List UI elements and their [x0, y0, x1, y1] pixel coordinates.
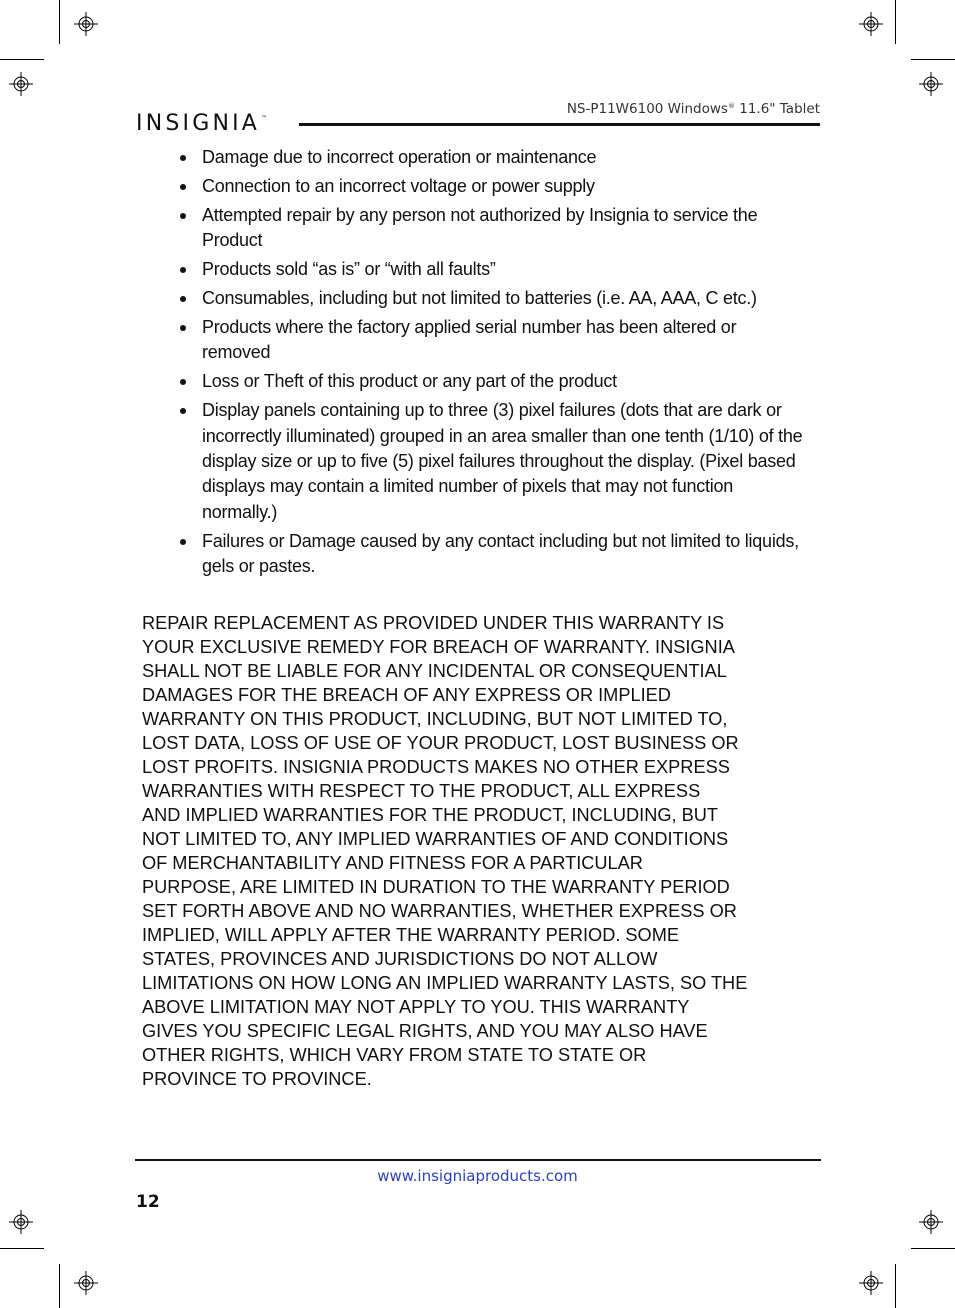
list-item — [178, 145, 803, 170]
registration-mark-icon — [9, 1210, 33, 1234]
registered-mark: ® — [727, 102, 735, 110]
crop-mark — [0, 59, 44, 60]
document-title-prefix: NS-P11W6100 Windows — [566, 101, 728, 117]
paragraph-line: LIMITATIONS ON HOW LONG AN IMPLIED WARRANTY LASTS, SO THE — [142, 973, 748, 993]
list-item-text: Display panels containing up to three (3) pixel failures (dots that are dark or incorrectly illuminated) grouped in an area smaller than one tenth (1/10) of the display size or up to five (5) pixel failures throughout the display. (Pixel based displays may contain a limited number of pixels that may not function normally.) — [202, 400, 803, 522]
crop-mark — [895, 1264, 896, 1308]
paragraph-line: WARRANTY ON THIS PRODUCT, INCLUDING, BUT NOT LIMITED TO, — [142, 709, 728, 729]
list-item-text: Attempted repair by any person not authorized by Insignia to service the Product — [202, 204, 758, 251]
paragraph-line: REPAIR REPLACEMENT AS PROVIDED UNDER THIS WARRANTY IS — [142, 613, 725, 633]
page-number: 12 — [136, 1192, 160, 1212]
bullet-icon — [180, 408, 186, 414]
list-item — [178, 286, 803, 311]
bullet-icon — [180, 213, 186, 219]
paragraph-line: GIVES YOU SPECIFIC LEGAL RIGHTS, AND YOU MAY ALSO HAVE — [142, 1021, 708, 1041]
paragraph-line: OF MERCHANTABILITY AND FITNESS FOR A PARTICULAR — [142, 853, 643, 873]
list-item — [178, 203, 803, 254]
paragraph-line: AND IMPLIED WARRANTIES FOR THE PRODUCT, INCLUDING, BUT — [142, 805, 718, 825]
crop-mark — [59, 0, 60, 44]
bullet-icon — [180, 325, 186, 331]
list-item — [178, 257, 803, 282]
trademark-mark: ™ — [261, 115, 268, 122]
bullet-icon — [180, 267, 186, 273]
list-item-text: Products sold “as is” or “with all faults” — [202, 259, 496, 280]
paragraph-line: NOT LIMITED TO, ANY IMPLIED WARRANTIES OF AND CONDITIONS — [142, 829, 729, 849]
crop-mark — [59, 1264, 60, 1308]
paragraph-line: STATES, PROVINCES AND JURISDICTIONS DO NOT ALLOW — [142, 949, 658, 969]
bullet-icon — [180, 379, 186, 385]
list-item — [178, 369, 803, 394]
registration-mark-icon — [859, 1271, 883, 1295]
registration-mark-icon — [9, 72, 33, 96]
paragraph-line: YOUR EXCLUSIVE REMEDY FOR BREACH OF WARRANTY. INSIGNIA — [142, 637, 735, 657]
bullet-icon — [180, 539, 186, 545]
paragraph-line: ABOVE LIMITATION MAY NOT APPLY TO YOU. THIS WARRANTY — [142, 997, 690, 1017]
list-item — [178, 315, 803, 366]
list-item — [178, 174, 803, 199]
bullet-icon — [180, 184, 186, 190]
warranty-disclaimer-paragraph — [142, 611, 814, 1091]
paragraph-line: LOST DATA, LOSS OF USE OF YOUR PRODUCT, LOST BUSINESS OR — [142, 733, 739, 753]
registration-mark-icon — [919, 1210, 943, 1234]
bullet-icon — [180, 296, 186, 302]
logo-text: INSIGNIA — [136, 111, 261, 136]
crop-mark — [895, 0, 896, 44]
list-item — [178, 398, 803, 525]
footer-rule — [135, 1159, 821, 1161]
list-item-text: Damage due to incorrect operation or maintenance — [202, 147, 597, 167]
paragraph-line: OTHER RIGHTS, WHICH VARY FROM STATE TO STATE OR — [142, 1045, 647, 1065]
list-item — [178, 529, 803, 580]
crop-mark — [0, 1248, 44, 1249]
insignia-logo — [136, 111, 267, 136]
crop-mark — [911, 59, 955, 60]
bullet-icon — [180, 155, 186, 161]
registration-mark-icon — [74, 1271, 98, 1295]
list-item-text: Consumables, including but not limited to batteries (i.e. AA, AAA, C etc.) — [202, 288, 757, 309]
paragraph-line: SET FORTH ABOVE AND NO WARRANTIES, WHETHER EXPRESS OR — [142, 901, 737, 921]
paragraph-line: WARRANTIES WITH RESPECT TO THE PRODUCT, ALL EXPRESS — [142, 781, 701, 801]
registration-mark-icon — [919, 72, 943, 96]
list-item-text: Failures or Damage caused by any contact including but not limited to liquids, gels or pastes. — [202, 530, 799, 577]
registration-mark-icon — [74, 12, 98, 36]
website-link[interactable]: www.insigniaproducts.com — [377, 1167, 578, 1185]
list-item-text: Connection to an incorrect voltage or power supply — [202, 175, 595, 196]
paragraph-line: LOST PROFITS. INSIGNIA PRODUCTS MAKES NO OTHER EXPRESS — [142, 757, 730, 777]
paragraph-line: SHALL NOT BE LIABLE FOR ANY INCIDENTAL OR CONSEQUENTIAL — [142, 661, 727, 681]
registration-mark-icon — [859, 12, 883, 36]
paragraph-line: PROVINCE TO PROVINCE. — [142, 1069, 372, 1089]
list-item-text: Products where the factory applied serial number has been altered or removed — [202, 316, 737, 363]
list-item-text: Loss or Theft of this product or any part of the product — [202, 371, 617, 392]
document-title — [567, 101, 820, 117]
paragraph-line: IMPLIED, WILL APPLY AFTER THE WARRANTY PERIOD. SOME — [142, 925, 679, 945]
header-rule — [299, 123, 820, 126]
paragraph-line: DAMAGES FOR THE BREACH OF ANY EXPRESS OR IMPLIED — [142, 685, 671, 705]
crop-mark — [911, 1248, 955, 1249]
document-title-suffix: 11.6" Tablet — [734, 101, 820, 117]
exclusions-list — [178, 145, 803, 583]
paragraph-line: PURPOSE, ARE LIMITED IN DURATION TO THE WARRANTY PERIOD — [142, 877, 730, 897]
